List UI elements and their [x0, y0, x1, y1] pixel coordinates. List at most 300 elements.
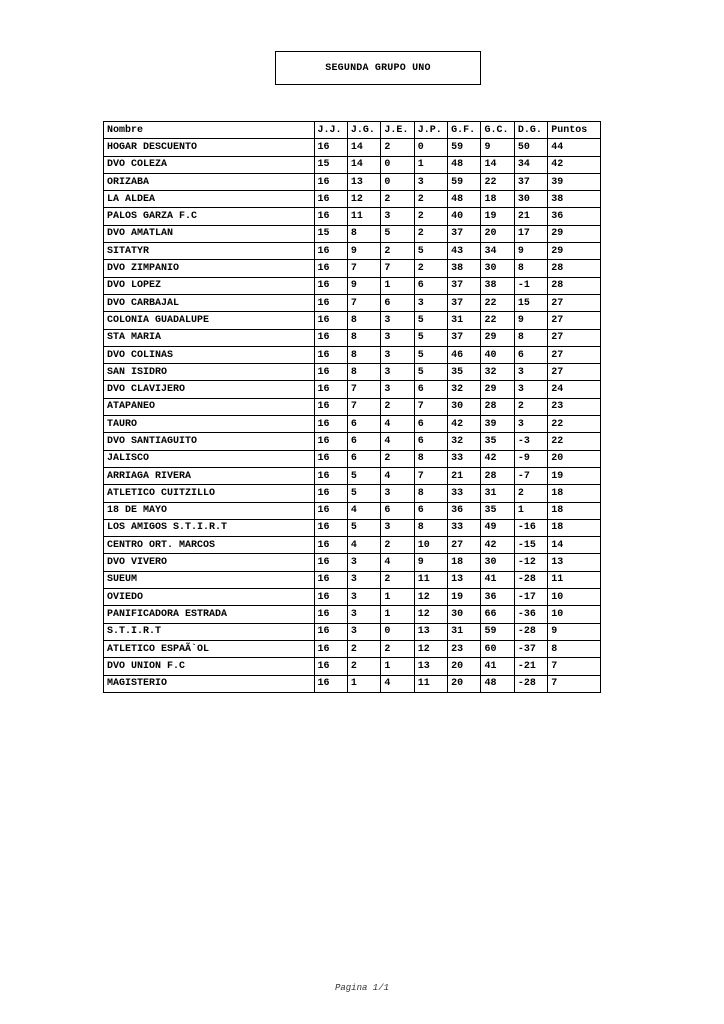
cell-gf: 31 — [448, 623, 481, 640]
cell-gc: 40 — [481, 346, 514, 363]
cell-gf: 48 — [448, 191, 481, 208]
cell-je: 1 — [381, 589, 414, 606]
cell-nombre: LOS AMIGOS S.T.I.R.T — [104, 519, 315, 536]
cell-jg: 5 — [347, 485, 380, 502]
cell-puntos: 28 — [548, 277, 601, 294]
cell-nombre: LA ALDEA — [104, 191, 315, 208]
cell-dg: 2 — [514, 485, 547, 502]
cell-nombre: DVO CARBAJAL — [104, 294, 315, 311]
cell-puntos: 28 — [548, 260, 601, 277]
cell-nombre: JALISCO — [104, 450, 315, 467]
cell-dg: 17 — [514, 225, 547, 242]
cell-nombre: DVO UNION F.C — [104, 658, 315, 675]
cell-jg: 8 — [347, 225, 380, 242]
cell-jg: 2 — [347, 640, 380, 657]
cell-gc: 28 — [481, 467, 514, 484]
cell-puntos: 27 — [548, 329, 601, 346]
cell-puntos: 18 — [548, 502, 601, 519]
cell-jg: 9 — [347, 277, 380, 294]
table-row — [104, 658, 601, 675]
cell-je: 2 — [381, 139, 414, 156]
cell-jj: 16 — [314, 658, 347, 675]
cell-gf: 20 — [448, 675, 481, 692]
table-row — [104, 191, 601, 208]
cell-gc: 35 — [481, 433, 514, 450]
table-row — [104, 450, 601, 467]
cell-gf: 30 — [448, 398, 481, 415]
cell-je: 1 — [381, 277, 414, 294]
table-row — [104, 467, 601, 484]
column-header-jj: J.J. — [314, 122, 347, 139]
cell-jj: 16 — [314, 173, 347, 190]
cell-nombre: ATLETICO CUITZILLO — [104, 485, 315, 502]
table-row — [104, 225, 601, 242]
cell-jp: 13 — [414, 623, 447, 640]
cell-dg: 50 — [514, 139, 547, 156]
cell-jj: 16 — [314, 277, 347, 294]
cell-jp: 3 — [414, 173, 447, 190]
cell-jp: 5 — [414, 243, 447, 260]
cell-puntos: 22 — [548, 416, 601, 433]
cell-gc: 18 — [481, 191, 514, 208]
cell-jp: 13 — [414, 658, 447, 675]
cell-jj: 16 — [314, 640, 347, 657]
cell-jg: 7 — [347, 260, 380, 277]
cell-gf: 48 — [448, 156, 481, 173]
cell-je: 2 — [381, 191, 414, 208]
table-row — [104, 519, 601, 536]
cell-jj: 16 — [314, 485, 347, 502]
cell-gf: 30 — [448, 606, 481, 623]
table-row — [104, 589, 601, 606]
cell-je: 2 — [381, 243, 414, 260]
cell-dg: -28 — [514, 571, 547, 588]
cell-puntos: 27 — [548, 312, 601, 329]
cell-jp: 7 — [414, 398, 447, 415]
cell-nombre: DVO CLAVIJERO — [104, 381, 315, 398]
cell-je: 2 — [381, 398, 414, 415]
table-row — [104, 294, 601, 311]
cell-gc: 41 — [481, 658, 514, 675]
table-row — [104, 433, 601, 450]
standings-table — [103, 121, 601, 693]
cell-dg: 3 — [514, 364, 547, 381]
cell-gc: 29 — [481, 381, 514, 398]
cell-je: 3 — [381, 208, 414, 225]
column-header-jp: J.P. — [414, 122, 447, 139]
cell-gc: 49 — [481, 519, 514, 536]
table-body — [104, 139, 601, 693]
cell-jg: 6 — [347, 450, 380, 467]
cell-gc: 41 — [481, 571, 514, 588]
cell-puntos: 36 — [548, 208, 601, 225]
cell-puntos: 8 — [548, 640, 601, 657]
cell-gc: 29 — [481, 329, 514, 346]
cell-gc: 35 — [481, 502, 514, 519]
cell-gf: 27 — [448, 537, 481, 554]
cell-jj: 16 — [314, 312, 347, 329]
cell-je: 0 — [381, 623, 414, 640]
cell-jg: 13 — [347, 173, 380, 190]
cell-puntos: 11 — [548, 571, 601, 588]
table-row — [104, 243, 601, 260]
column-header-puntos: Puntos — [548, 122, 601, 139]
cell-nombre: STA MARIA — [104, 329, 315, 346]
cell-puntos: 27 — [548, 364, 601, 381]
table-row — [104, 416, 601, 433]
cell-dg: -9 — [514, 450, 547, 467]
cell-nombre: DVO COLINAS — [104, 346, 315, 363]
cell-jg: 8 — [347, 312, 380, 329]
cell-jg: 4 — [347, 502, 380, 519]
cell-jj: 16 — [314, 502, 347, 519]
cell-jj: 16 — [314, 571, 347, 588]
table-row — [104, 364, 601, 381]
cell-jp: 12 — [414, 640, 447, 657]
cell-gc: 42 — [481, 537, 514, 554]
cell-jg: 9 — [347, 243, 380, 260]
cell-gc: 22 — [481, 173, 514, 190]
cell-jj: 16 — [314, 381, 347, 398]
cell-gf: 59 — [448, 173, 481, 190]
cell-nombre: ATAPANEO — [104, 398, 315, 415]
cell-jj: 16 — [314, 191, 347, 208]
cell-dg: 21 — [514, 208, 547, 225]
cell-gc: 66 — [481, 606, 514, 623]
cell-jp: 9 — [414, 554, 447, 571]
cell-dg: -3 — [514, 433, 547, 450]
cell-je: 6 — [381, 294, 414, 311]
cell-jp: 2 — [414, 225, 447, 242]
cell-je: 4 — [381, 467, 414, 484]
cell-jp: 8 — [414, 450, 447, 467]
cell-jg: 3 — [347, 554, 380, 571]
cell-jj: 16 — [314, 260, 347, 277]
cell-jg: 8 — [347, 329, 380, 346]
cell-puntos: 10 — [548, 589, 601, 606]
cell-je: 1 — [381, 658, 414, 675]
cell-dg: -21 — [514, 658, 547, 675]
cell-jp: 11 — [414, 571, 447, 588]
cell-dg: 6 — [514, 346, 547, 363]
cell-nombre: DVO ZIMPANIO — [104, 260, 315, 277]
cell-gc: 28 — [481, 398, 514, 415]
cell-jj: 16 — [314, 139, 347, 156]
cell-jg: 5 — [347, 467, 380, 484]
cell-gf: 40 — [448, 208, 481, 225]
cell-dg: -15 — [514, 537, 547, 554]
cell-dg: -36 — [514, 606, 547, 623]
cell-gc: 36 — [481, 589, 514, 606]
cell-jg: 3 — [347, 571, 380, 588]
cell-je: 1 — [381, 606, 414, 623]
cell-jj: 16 — [314, 398, 347, 415]
cell-jg: 6 — [347, 433, 380, 450]
cell-jj: 16 — [314, 554, 347, 571]
column-header-dg: D.G. — [514, 122, 547, 139]
cell-nombre: PALOS GARZA F.C — [104, 208, 315, 225]
cell-jp: 5 — [414, 364, 447, 381]
table-row — [104, 571, 601, 588]
cell-jg: 3 — [347, 623, 380, 640]
column-header-je: J.E. — [381, 122, 414, 139]
cell-gf: 59 — [448, 139, 481, 156]
cell-puntos: 22 — [548, 433, 601, 450]
cell-je: 4 — [381, 675, 414, 692]
table-row — [104, 485, 601, 502]
cell-jg: 3 — [347, 589, 380, 606]
cell-dg: 8 — [514, 329, 547, 346]
cell-jp: 6 — [414, 433, 447, 450]
page-title: SEGUNDA GRUPO UNO — [275, 51, 481, 85]
cell-gc: 19 — [481, 208, 514, 225]
cell-puntos: 10 — [548, 606, 601, 623]
cell-jj: 16 — [314, 519, 347, 536]
cell-puntos: 23 — [548, 398, 601, 415]
table-row — [104, 208, 601, 225]
cell-jp: 6 — [414, 502, 447, 519]
cell-jg: 14 — [347, 139, 380, 156]
cell-jj: 16 — [314, 606, 347, 623]
table-row — [104, 675, 601, 692]
cell-jp: 11 — [414, 675, 447, 692]
cell-nombre: PANIFICADORA ESTRADA — [104, 606, 315, 623]
cell-gc: 38 — [481, 277, 514, 294]
cell-dg: 15 — [514, 294, 547, 311]
cell-jg: 8 — [347, 346, 380, 363]
cell-dg: -37 — [514, 640, 547, 657]
cell-jg: 7 — [347, 294, 380, 311]
cell-jj: 16 — [314, 675, 347, 692]
cell-jg: 7 — [347, 398, 380, 415]
cell-gf: 23 — [448, 640, 481, 657]
column-header-gf: G.F. — [448, 122, 481, 139]
cell-je: 7 — [381, 260, 414, 277]
cell-gf: 21 — [448, 467, 481, 484]
cell-nombre: ATLETICO ESPAÃ`OL — [104, 640, 315, 657]
cell-jj: 16 — [314, 623, 347, 640]
cell-jj: 16 — [314, 433, 347, 450]
cell-dg: -12 — [514, 554, 547, 571]
cell-jp: 5 — [414, 329, 447, 346]
cell-gc: 42 — [481, 450, 514, 467]
cell-nombre: DVO SANTIAGUITO — [104, 433, 315, 450]
cell-jp: 5 — [414, 312, 447, 329]
cell-nombre: HOGAR DESCUENTO — [104, 139, 315, 156]
cell-jp: 3 — [414, 294, 447, 311]
cell-jg: 11 — [347, 208, 380, 225]
cell-gc: 32 — [481, 364, 514, 381]
cell-gf: 19 — [448, 589, 481, 606]
cell-dg: 1 — [514, 502, 547, 519]
cell-je: 3 — [381, 519, 414, 536]
cell-jp: 6 — [414, 381, 447, 398]
cell-gf: 32 — [448, 433, 481, 450]
table-row — [104, 398, 601, 415]
cell-je: 5 — [381, 225, 414, 242]
cell-puntos: 19 — [548, 467, 601, 484]
column-header-gc: G.C. — [481, 122, 514, 139]
cell-nombre: ORIZABA — [104, 173, 315, 190]
cell-jp: 8 — [414, 519, 447, 536]
cell-gc: 31 — [481, 485, 514, 502]
cell-puntos: 42 — [548, 156, 601, 173]
cell-dg: -17 — [514, 589, 547, 606]
cell-jp: 2 — [414, 208, 447, 225]
cell-je: 3 — [381, 381, 414, 398]
cell-dg: -28 — [514, 675, 547, 692]
cell-jp: 12 — [414, 606, 447, 623]
cell-gf: 42 — [448, 416, 481, 433]
cell-jj: 16 — [314, 467, 347, 484]
cell-dg: -16 — [514, 519, 547, 536]
cell-nombre: SUEUM — [104, 571, 315, 588]
cell-jg: 6 — [347, 416, 380, 433]
cell-gf: 46 — [448, 346, 481, 363]
cell-nombre: MAGISTERIO — [104, 675, 315, 692]
cell-jg: 5 — [347, 519, 380, 536]
cell-nombre: COLONIA GUADALUPE — [104, 312, 315, 329]
cell-je: 2 — [381, 640, 414, 657]
cell-dg: 3 — [514, 416, 547, 433]
cell-jg: 14 — [347, 156, 380, 173]
cell-gf: 35 — [448, 364, 481, 381]
cell-dg: 37 — [514, 173, 547, 190]
table-row — [104, 554, 601, 571]
cell-je: 4 — [381, 416, 414, 433]
cell-puntos: 14 — [548, 537, 601, 554]
cell-dg: -7 — [514, 467, 547, 484]
cell-gc: 39 — [481, 416, 514, 433]
cell-gc: 30 — [481, 554, 514, 571]
cell-dg: 8 — [514, 260, 547, 277]
cell-nombre: S.T.I.R.T — [104, 623, 315, 640]
cell-gf: 33 — [448, 485, 481, 502]
table-row — [104, 173, 601, 190]
page-footer: Pagina 1/1 — [334, 983, 389, 993]
cell-nombre: DVO VIVERO — [104, 554, 315, 571]
cell-gf: 33 — [448, 519, 481, 536]
cell-gc: 48 — [481, 675, 514, 692]
cell-dg: 2 — [514, 398, 547, 415]
cell-gf: 37 — [448, 277, 481, 294]
table-row — [104, 139, 601, 156]
table-row — [104, 277, 601, 294]
cell-dg: 9 — [514, 243, 547, 260]
cell-je: 4 — [381, 433, 414, 450]
cell-gc: 9 — [481, 139, 514, 156]
cell-nombre: SAN ISIDRO — [104, 364, 315, 381]
cell-nombre: ARRIAGA RIVERA — [104, 467, 315, 484]
cell-jg: 7 — [347, 381, 380, 398]
cell-jj: 15 — [314, 156, 347, 173]
cell-jg: 1 — [347, 675, 380, 692]
cell-dg: 34 — [514, 156, 547, 173]
cell-gc: 22 — [481, 294, 514, 311]
cell-nombre: OVIEDO — [104, 589, 315, 606]
cell-gc: 60 — [481, 640, 514, 657]
cell-je: 0 — [381, 156, 414, 173]
table-row — [104, 381, 601, 398]
cell-puntos: 24 — [548, 381, 601, 398]
cell-jp: 5 — [414, 346, 447, 363]
cell-jg: 4 — [347, 537, 380, 554]
cell-jp: 8 — [414, 485, 447, 502]
cell-jj: 16 — [314, 294, 347, 311]
cell-jp: 6 — [414, 277, 447, 294]
cell-gf: 32 — [448, 381, 481, 398]
cell-gf: 37 — [448, 294, 481, 311]
cell-jp: 0 — [414, 139, 447, 156]
cell-gf: 37 — [448, 225, 481, 242]
cell-jp: 12 — [414, 589, 447, 606]
cell-puntos: 39 — [548, 173, 601, 190]
cell-jg: 12 — [347, 191, 380, 208]
cell-je: 0 — [381, 173, 414, 190]
cell-dg: -1 — [514, 277, 547, 294]
cell-je: 3 — [381, 364, 414, 381]
column-header-nombre: Nombre — [104, 122, 315, 139]
cell-dg: 9 — [514, 312, 547, 329]
cell-puntos: 20 — [548, 450, 601, 467]
table-row — [104, 640, 601, 657]
cell-dg: 3 — [514, 381, 547, 398]
cell-je: 4 — [381, 554, 414, 571]
cell-jj: 16 — [314, 537, 347, 554]
table-header-row — [104, 122, 601, 139]
cell-gf: 33 — [448, 450, 481, 467]
cell-jj: 16 — [314, 329, 347, 346]
cell-gc: 22 — [481, 312, 514, 329]
cell-gf: 20 — [448, 658, 481, 675]
cell-je: 6 — [381, 502, 414, 519]
cell-dg: -28 — [514, 623, 547, 640]
cell-gc: 20 — [481, 225, 514, 242]
cell-puntos: 18 — [548, 485, 601, 502]
cell-nombre: SITATYR — [104, 243, 315, 260]
cell-je: 3 — [381, 312, 414, 329]
cell-gf: 43 — [448, 243, 481, 260]
cell-puntos: 29 — [548, 243, 601, 260]
cell-jj: 16 — [314, 208, 347, 225]
table-row — [104, 502, 601, 519]
table-row — [104, 329, 601, 346]
cell-jp: 6 — [414, 416, 447, 433]
cell-jj: 16 — [314, 243, 347, 260]
cell-gf: 38 — [448, 260, 481, 277]
cell-jj: 16 — [314, 364, 347, 381]
table-row — [104, 537, 601, 554]
cell-je: 2 — [381, 571, 414, 588]
cell-puntos: 27 — [548, 346, 601, 363]
cell-gc: 30 — [481, 260, 514, 277]
cell-gf: 36 — [448, 502, 481, 519]
cell-je: 2 — [381, 450, 414, 467]
cell-gf: 13 — [448, 571, 481, 588]
cell-puntos: 38 — [548, 191, 601, 208]
cell-jg: 2 — [347, 658, 380, 675]
cell-puntos: 13 — [548, 554, 601, 571]
cell-nombre: DVO AMATLAN — [104, 225, 315, 242]
table-row — [104, 156, 601, 173]
cell-gf: 31 — [448, 312, 481, 329]
cell-gc: 14 — [481, 156, 514, 173]
cell-puntos: 7 — [548, 675, 601, 692]
table-row — [104, 312, 601, 329]
table-row — [104, 606, 601, 623]
cell-puntos: 18 — [548, 519, 601, 536]
cell-nombre: CENTRO ORT. MARCOS — [104, 537, 315, 554]
